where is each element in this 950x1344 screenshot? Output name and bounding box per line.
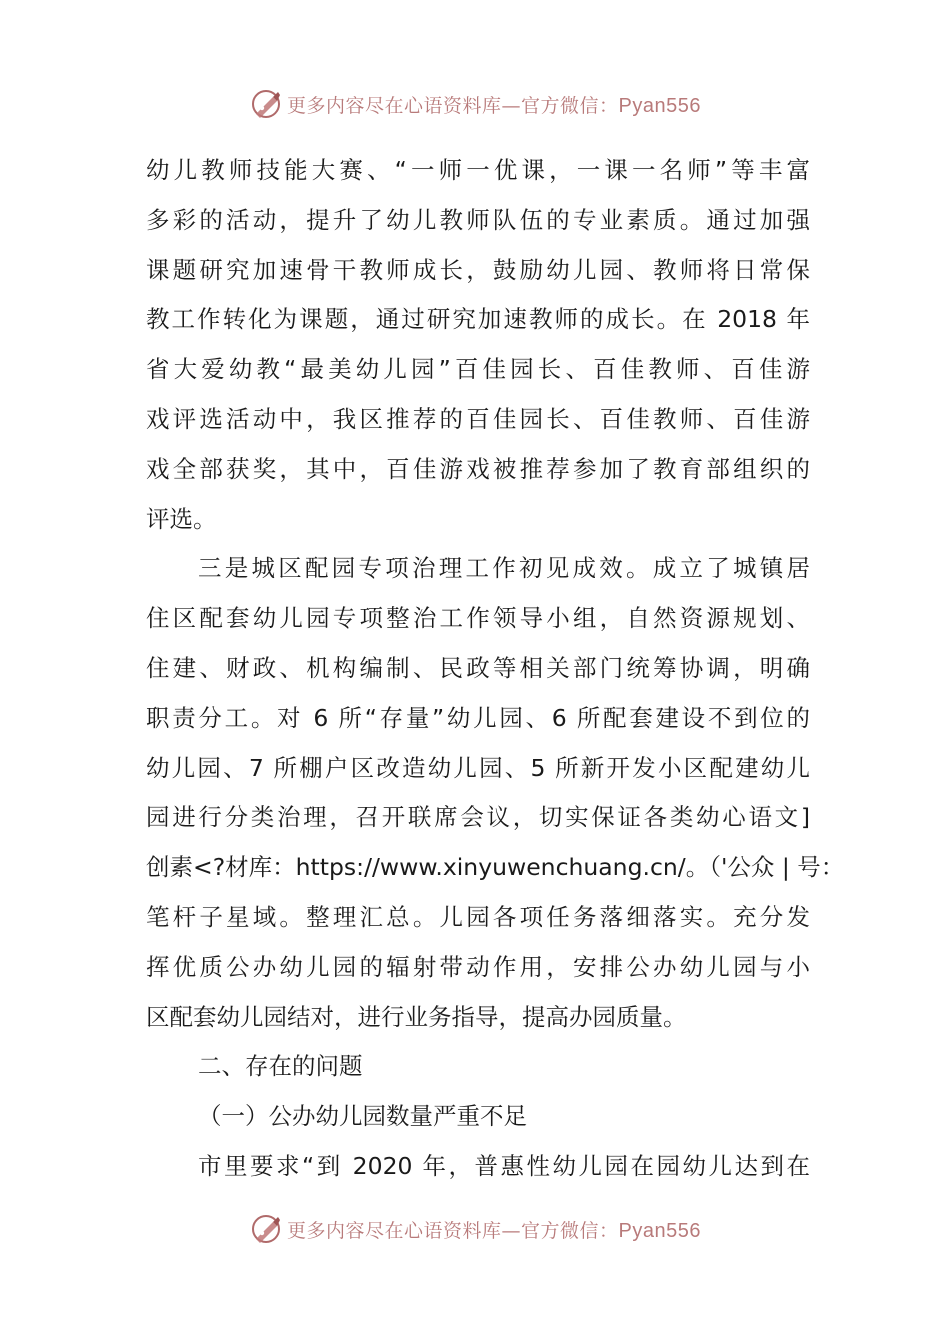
- body-line: 教工作转化为课题，通过研究加速教师的成长。在 2018 年: [146, 305, 810, 334]
- watermark-group: [249, 87, 701, 121]
- body-line: 职责分工。对 6 所“存量”幼儿园、6 所配套建设不到位的: [146, 703, 810, 732]
- body-line: 区配套幼儿园结对，进行业务指导，提高办园质量。: [146, 1002, 687, 1031]
- body-line: 挥优质公办幼儿园的辐射带动作用，安排公办幼儿园与小: [146, 952, 810, 981]
- body-line: 幼儿园、7 所棚户区改造幼儿园、5 所新开发小区配建幼儿: [146, 753, 810, 782]
- watermark-prefix: 更多内容尽在心语资料库—官方微信：: [287, 1219, 619, 1242]
- watermark-group: [249, 1212, 701, 1246]
- paragraph-start-line: 市里要求“到 2020 年，普惠性幼儿园在园幼儿达到在: [198, 1151, 810, 1180]
- body-line: 笔杆子星域。整理汇总。儿园各项任务落细落实。充分发: [146, 902, 810, 931]
- body-line: 多彩的活动，提升了幼儿教师队伍的专业素质。通过加强: [146, 205, 810, 234]
- body-line: 戏全部获奖，其中，百佳游戏被推荐参加了教育部组织的: [146, 454, 810, 483]
- body-line: 园进行分类治理，召开联席会议，切实保证各类幼心语文]: [146, 803, 810, 832]
- watermark-wechat-id: Pyan556: [618, 94, 701, 117]
- watermark-text: [287, 1216, 701, 1243]
- body-line: 评选。: [146, 504, 217, 533]
- body-line: 住区配套幼儿园专项整治工作领导小组，自然资源规划、: [146, 604, 810, 633]
- footer-watermark: [0, 1209, 950, 1249]
- body-line: 住建、财政、机构编制、民政等相关部门统筹协调，明确: [146, 653, 810, 682]
- body-line: 创素<?材库：https://www.xinyuwenchuang.cn/。（'公众 | 号：: [146, 853, 845, 882]
- paragraph-start-line: 三是城区配园专项治理工作初见成效。成立了城镇居: [198, 554, 810, 583]
- watermark-wechat-id: Pyan556: [618, 1219, 701, 1242]
- header-watermark: [0, 84, 950, 124]
- body-line: 戏评选活动中，我区推荐的百佳园长、百佳教师、百佳游: [146, 404, 810, 433]
- pen-nib-icon: [249, 1212, 283, 1246]
- subsection-heading: （一）公办幼儿园数量严重不足: [198, 1102, 527, 1131]
- pen-nib-icon: [249, 87, 283, 121]
- body-line: 省大爱幼教“最美幼儿园”百佳园长、百佳教师、百佳游: [146, 355, 810, 384]
- body-line: 课题研究加速骨干教师成长，鼓励幼儿园、教师将日常保: [146, 255, 810, 284]
- watermark-text: [287, 91, 701, 118]
- section-heading: 二、存在的问题: [198, 1052, 363, 1081]
- body-line: 幼儿教师技能大赛、“一师一优课，一课一名师”等丰富: [146, 156, 810, 184]
- document-body: [146, 146, 845, 1192]
- watermark-prefix: 更多内容尽在心语资料库—官方微信：: [287, 94, 619, 117]
